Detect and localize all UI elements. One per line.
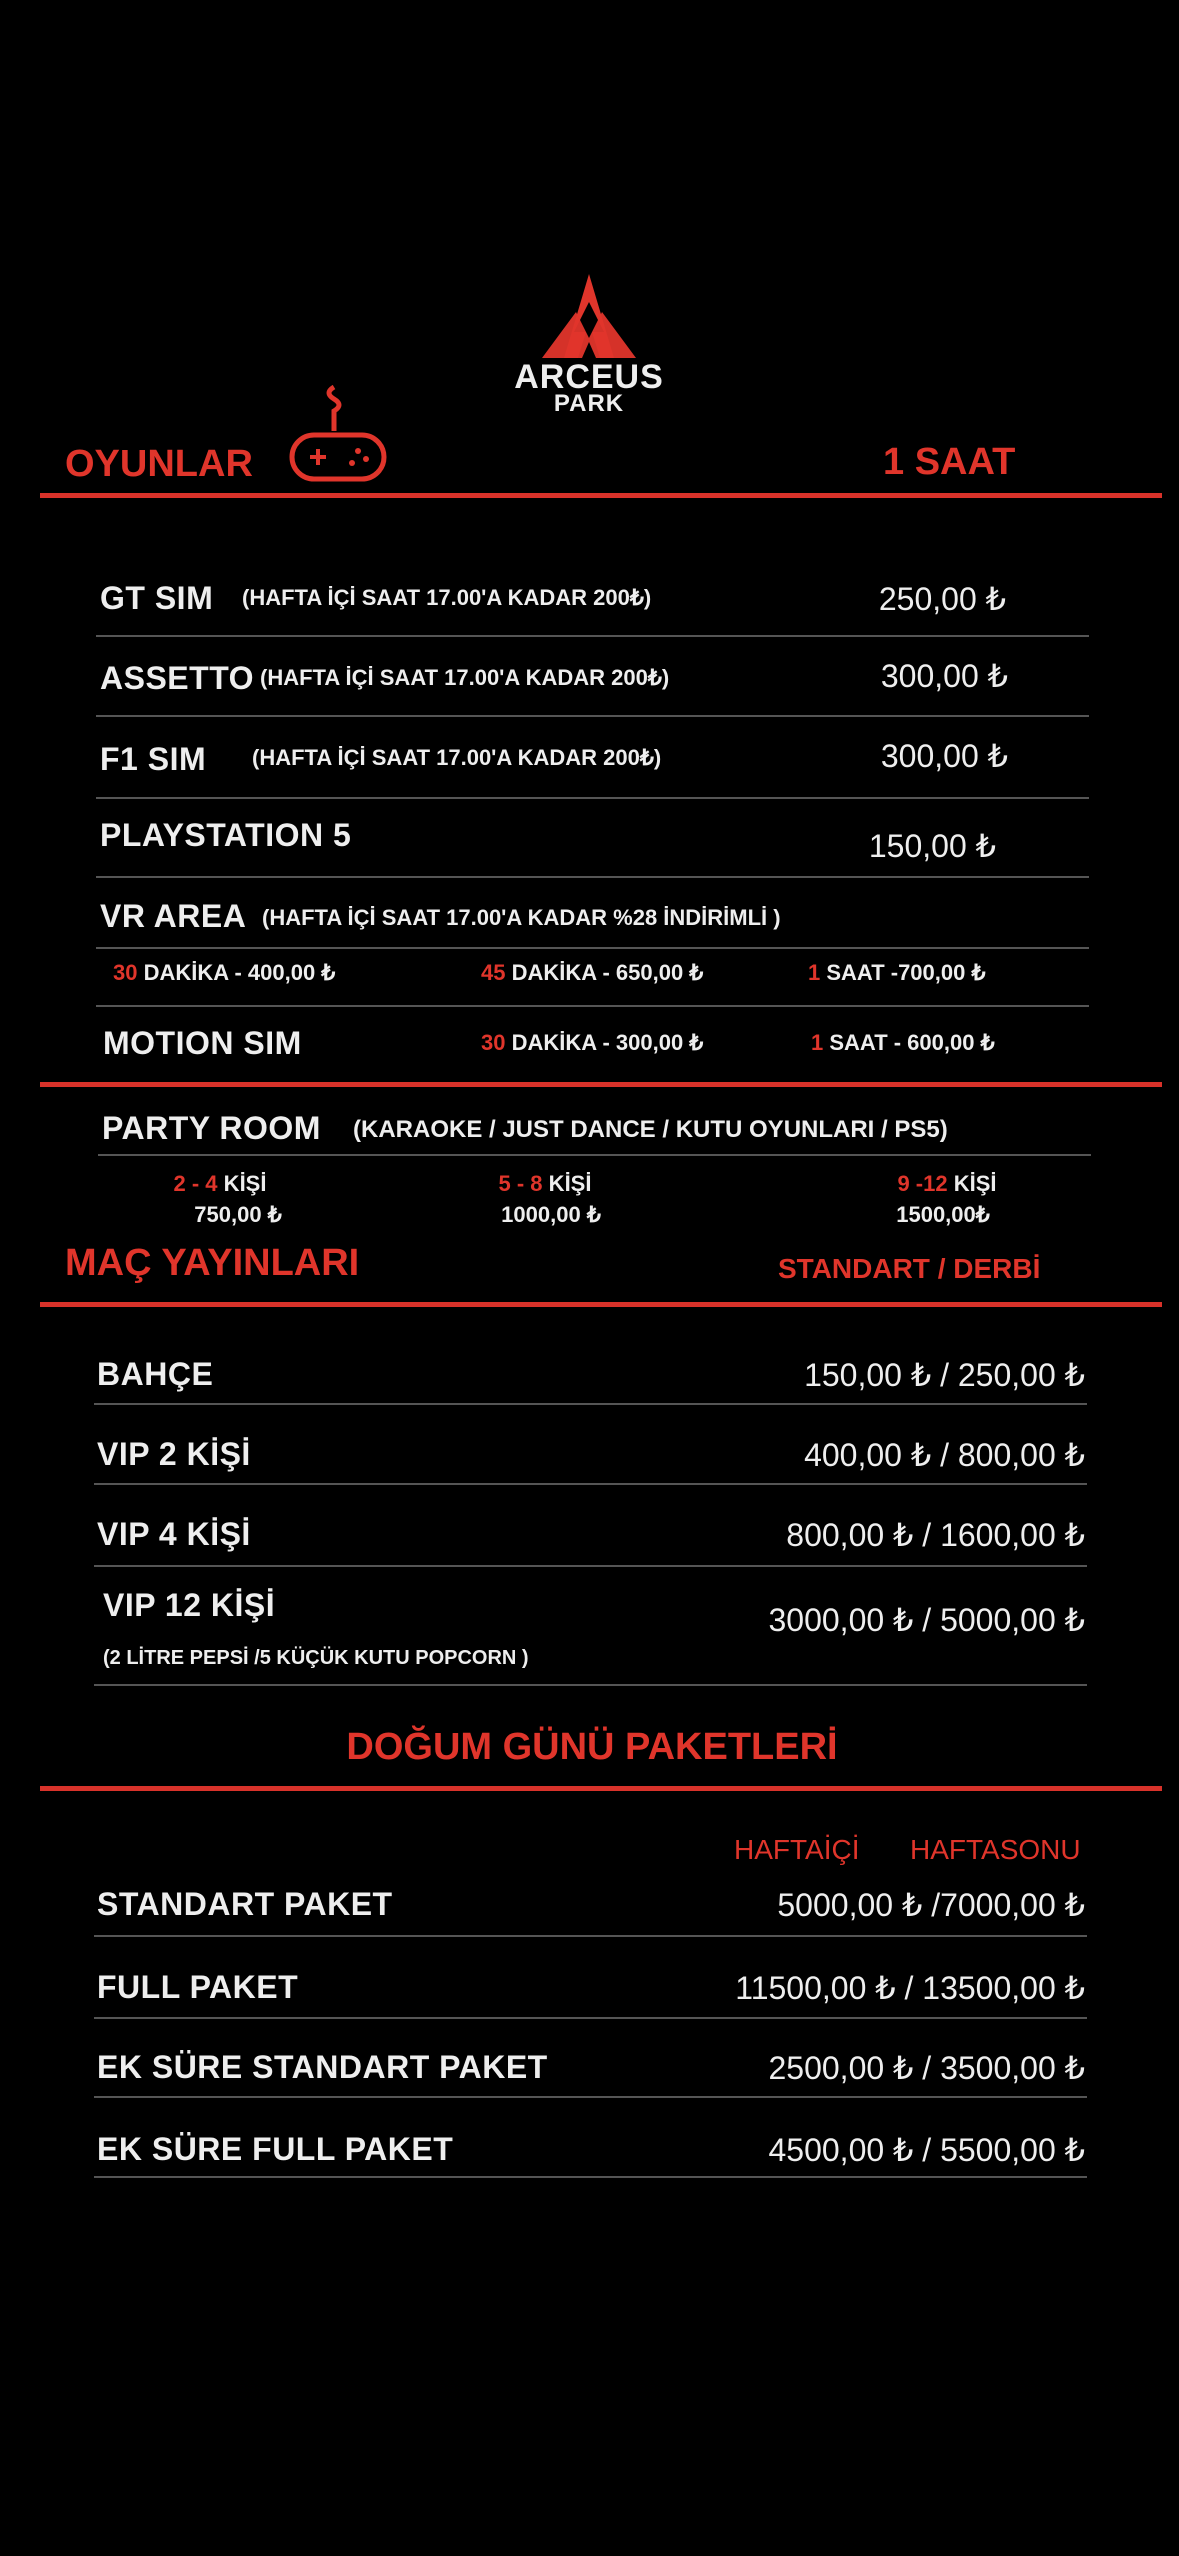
section-divider [40,1786,1162,1791]
vr-option [113,960,335,986]
row-divider [98,1154,1091,1156]
game-note: (HAFTA İÇİ SAAT 17.00'A KADAR 200₺) [260,665,670,690]
motion-option [481,1030,703,1056]
party-price: 750,00 ₺ [194,1202,282,1227]
row-divider [94,2176,1087,2178]
arceus-park-logo [482,272,697,422]
motion-option-qty: 1 [811,1030,824,1055]
row-divider [96,876,1089,878]
party-price: 1000,00 ₺ [501,1202,601,1227]
party-option-people [174,1171,267,1197]
row-divider [94,1684,1087,1686]
vr-area-note: (HAFTA İÇİ SAAT 17.00'A KADAR %28 İNDİRİMLİ ) [262,905,781,930]
party-room-name: PARTY ROOM [102,1110,321,1146]
match-price: 400,00 ₺ / 800,00 ₺ [804,1437,1085,1473]
section-divider [40,1302,1162,1307]
weekend-column-header: HAFTASONU [910,1834,1081,1865]
row-divider [96,797,1089,799]
match-name: VIP 12 KİŞİ [103,1587,276,1623]
package-name: EK SÜRE STANDART PAKET [97,2049,548,2085]
motion-sim-name: MOTION SIM [103,1025,302,1061]
weekday-column-header: HAFTAİÇİ [734,1834,860,1865]
party-range: 5 - 8 [498,1171,543,1196]
game-name: PLAYSTATION 5 [100,817,352,853]
game-note: (HAFTA İÇİ SAAT 17.00'A KADAR 200₺) [252,745,662,770]
vr-area-name: VR AREA [100,898,247,934]
game-price: 300,00 ₺ [880,738,1008,774]
row-divider [96,635,1089,637]
package-price: 4500,00 ₺ / 5500,00 ₺ [768,2132,1085,2168]
match-price: 3000,00 ₺ / 5000,00 ₺ [768,1602,1085,1638]
package-price: 5000,00 ₺ /7000,00 ₺ [777,1887,1085,1923]
vr-option-label: SAAT -700,00 ₺ [826,960,986,985]
row-divider [94,2096,1087,2098]
party-option-people [499,1171,592,1197]
gamepad-icon [288,385,388,492]
logo-text-line2: PARK [553,390,625,417]
row-divider [94,1935,1087,1937]
game-name: ASSETTO [100,660,255,696]
row-divider [94,1565,1087,1567]
logo-text-line1: ARCEUS [514,358,664,396]
row-divider [96,947,1089,949]
games-section-title: OYUNLAR [65,443,253,485]
party-room-note: (KARAOKE / JUST DANCE / KUTU OYUNLARI / PS5) [353,1116,948,1143]
match-note: (2 LİTRE PEPSİ /5 KÜÇÜK KUTU POPCORN ) [103,1647,529,1669]
vr-option [808,960,985,986]
birthday-section-title: DOĞUM GÜNÜ PAKETLERİ [346,1726,838,1768]
vr-option-qty: 30 [113,960,138,985]
row-divider [96,1005,1089,1007]
party-unit: KİŞİ [223,1171,267,1196]
row-divider [94,1403,1087,1405]
vr-option-qty: 1 [808,960,821,985]
row-divider [94,2017,1087,2019]
motion-option [811,1030,995,1056]
party-unit: KİŞİ [953,1171,997,1196]
party-option-people [897,1171,996,1197]
package-price: 2500,00 ₺ / 3500,00 ₺ [768,2050,1085,2086]
vr-option-label: DAKİKA - 650,00 ₺ [511,960,704,985]
package-name: FULL PAKET [97,1969,299,2005]
games-column-header: 1 SAAT [883,441,1016,483]
match-price: 800,00 ₺ / 1600,00 ₺ [786,1517,1085,1553]
matches-section-title: MAÇ YAYINLARI [65,1242,360,1284]
match-name: VIP 2 KİŞİ [97,1436,251,1472]
party-range: 2 - 4 [173,1171,218,1196]
motion-option-label: SAAT - 600,00 ₺ [829,1030,995,1055]
game-name: F1 SIM [100,741,207,777]
party-price: 1500,00₺ [896,1202,990,1227]
game-name: GT SIM [100,580,214,616]
row-divider [96,715,1089,717]
game-price: 150,00 ₺ [868,828,996,864]
matches-column-header: STANDART / DERBİ [778,1253,1041,1284]
section-divider [40,1082,1162,1087]
package-price: 11500,00 ₺ / 13500,00 ₺ [735,1970,1085,2006]
game-note: (HAFTA İÇİ SAAT 17.00'A KADAR 200₺) [242,585,652,610]
match-name: VIP 4 KİŞİ [97,1516,251,1552]
game-price: 250,00 ₺ [878,581,1006,617]
section-divider [40,493,1162,498]
party-range: 9 -12 [897,1171,948,1196]
motion-option-qty: 30 [481,1030,506,1055]
vr-option [481,960,703,986]
row-divider [94,1483,1087,1485]
game-price: 300,00 ₺ [880,658,1008,694]
vr-option-qty: 45 [481,960,506,985]
package-name: STANDART PAKET [97,1886,393,1922]
match-name: BAHÇE [97,1356,214,1392]
vr-option-label: DAKİKA - 400,00 ₺ [143,960,336,985]
package-name: EK SÜRE FULL PAKET [97,2131,454,2167]
party-unit: KİŞİ [548,1171,592,1196]
motion-option-label: DAKİKA - 300,00 ₺ [511,1030,704,1055]
match-price: 150,00 ₺ / 250,00 ₺ [804,1357,1085,1393]
